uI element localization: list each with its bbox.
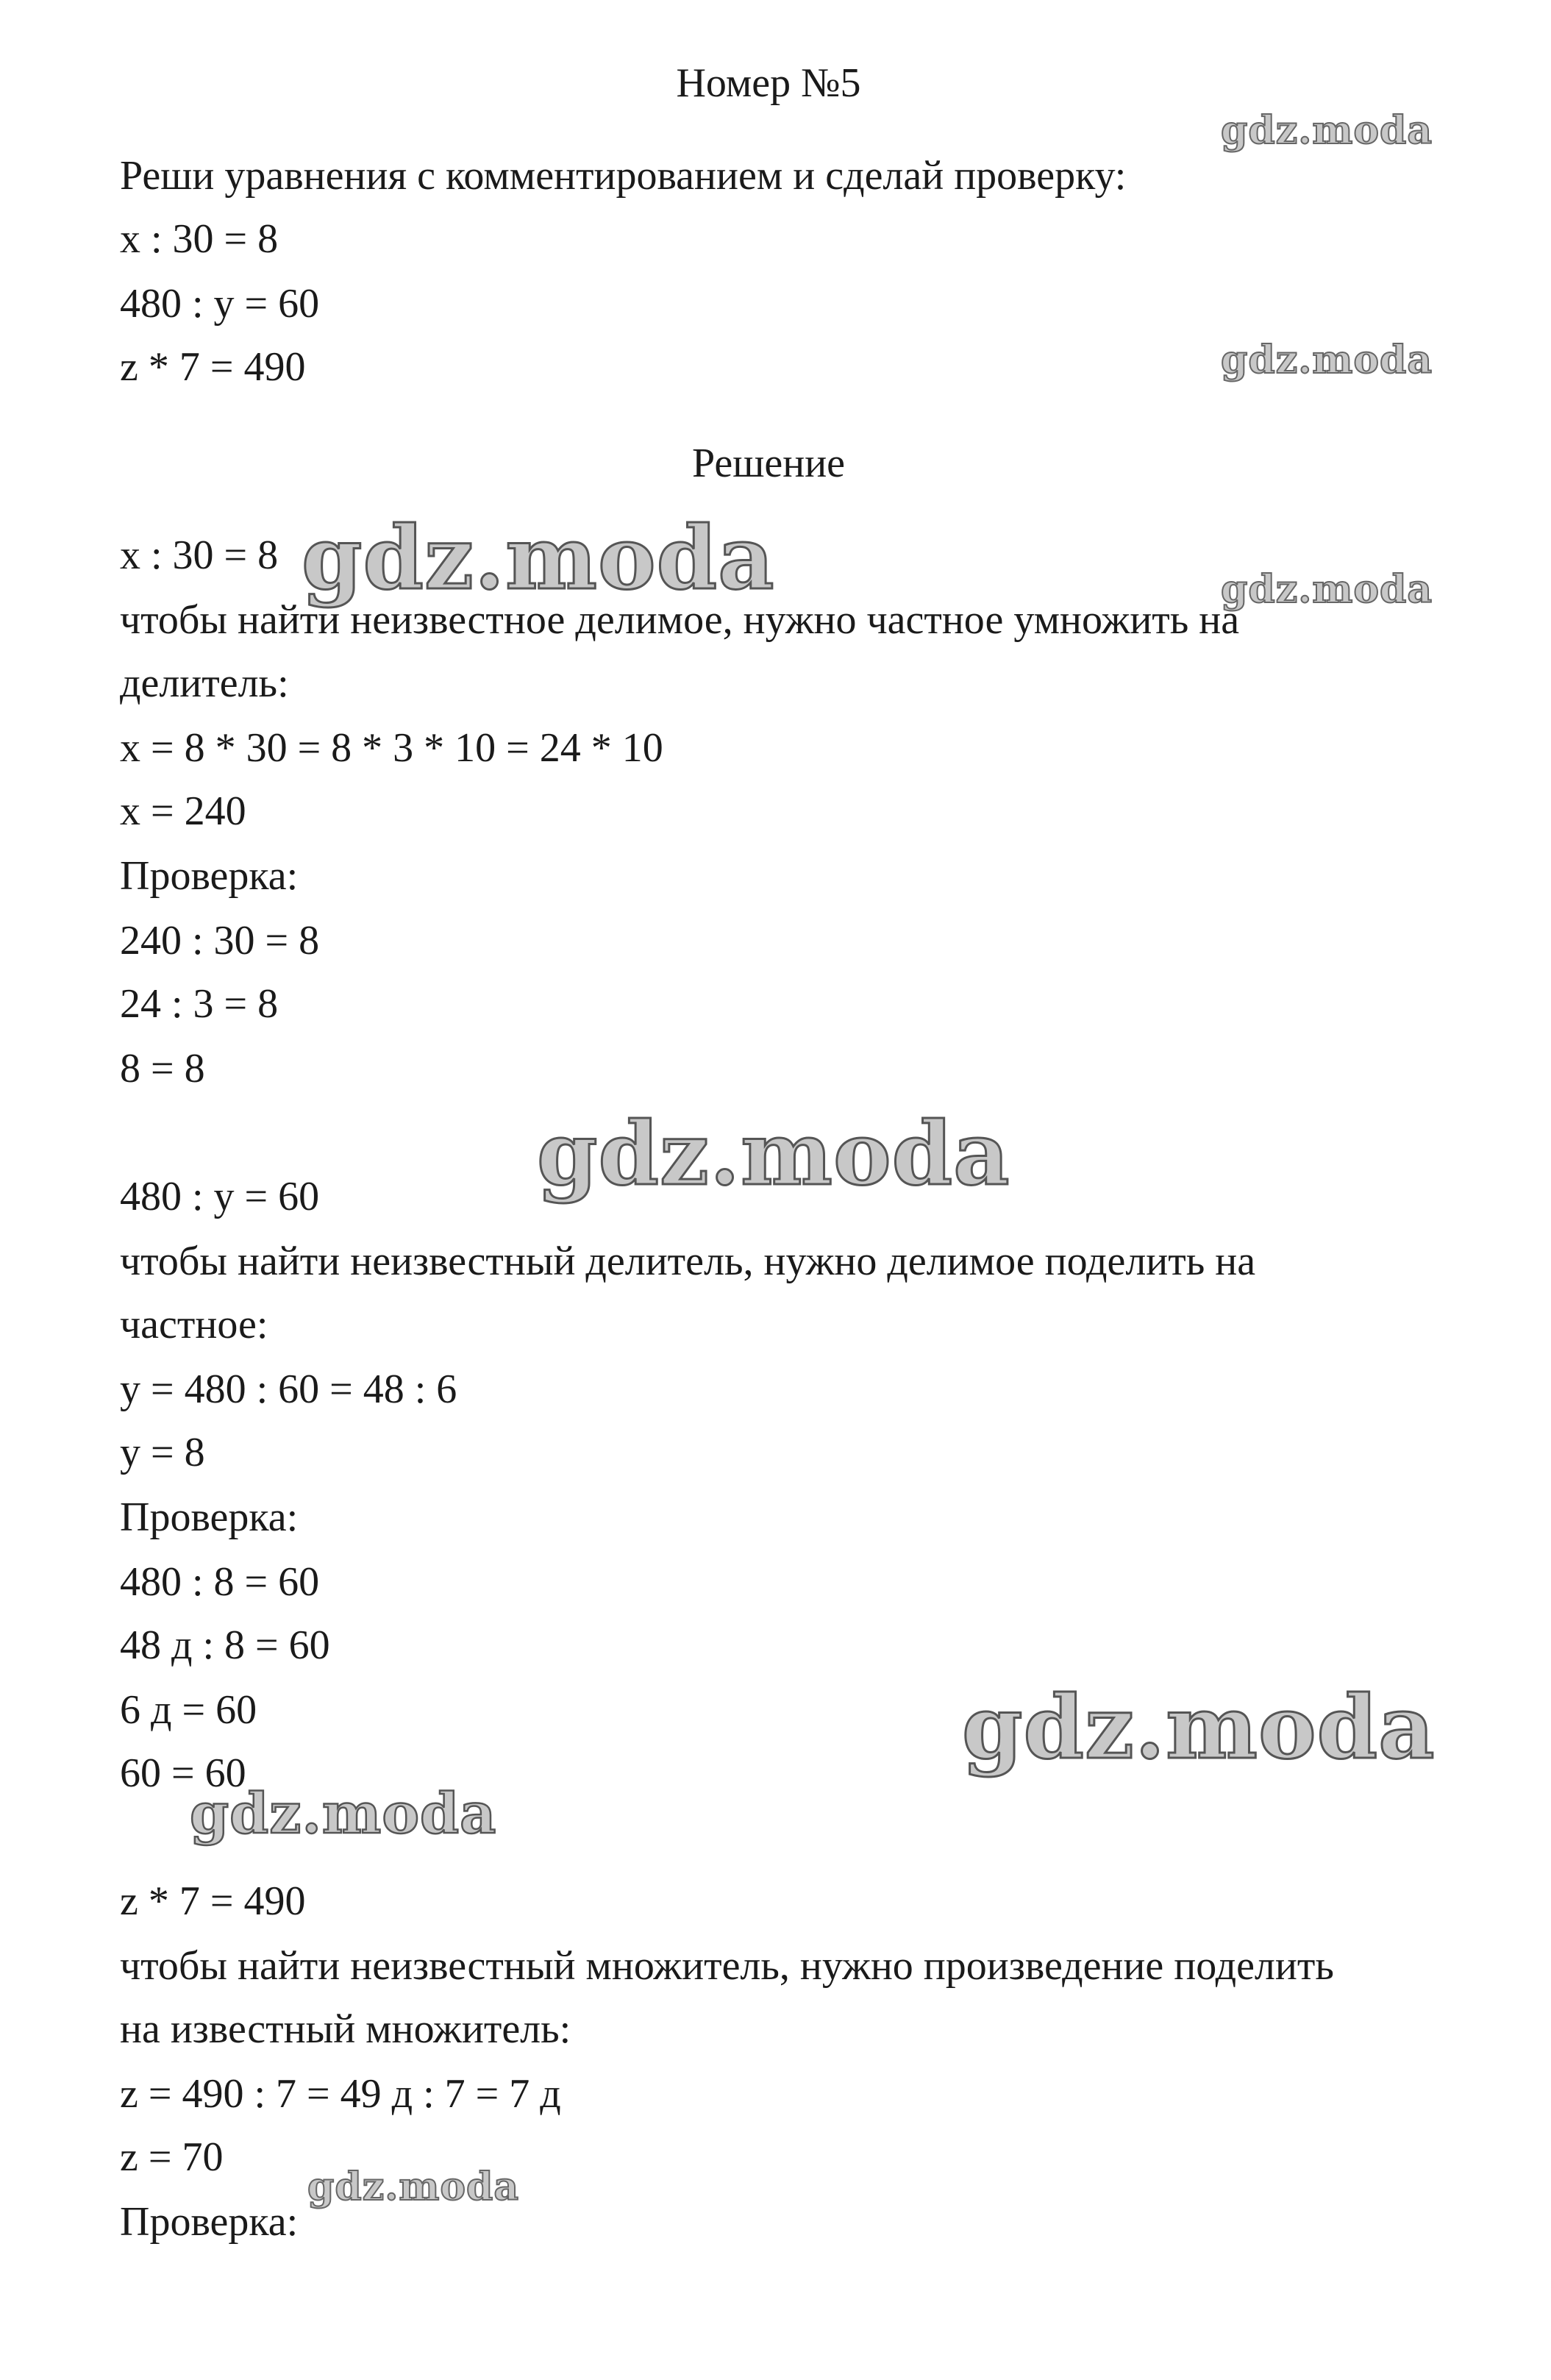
part1-step2: x = 240	[120, 788, 246, 834]
watermark: gdz.moda	[302, 507, 775, 609]
watermark: gdz.moda	[190, 1781, 497, 1846]
part1-check3: 8 = 8	[120, 1046, 205, 1091]
part3-rule-line2: на известный множитель:	[120, 2006, 571, 2052]
equation-2: 480 : y = 60	[120, 281, 320, 327]
part1-step1: x = 8 * 30 = 8 * 3 * 10 = 24 * 10	[120, 725, 663, 771]
part3-step1: z = 490 : 7 = 49 д : 7 = 7 д	[120, 2071, 561, 2117]
part2-rule-line1: чтобы найти неизвестный делитель, нужно делимое поделить на	[120, 1239, 1256, 1284]
watermark: gdz.moda	[962, 1676, 1436, 1778]
part1-equation: x : 30 = 8	[120, 532, 279, 578]
watermark: gdz.moda	[537, 1102, 1010, 1205]
solution-heading: Решение	[691, 441, 846, 486]
part2-equation: 480 : y = 60	[120, 1174, 320, 1219]
part2-check-label: Проверка:	[120, 1494, 299, 1540]
part1-rule-line1: чтобы найти неизвестное делимое, нужно частное умножить на	[120, 597, 1240, 643]
watermark: gdz.moda	[1221, 567, 1433, 612]
part2-rule-line2: частное:	[120, 1302, 268, 1347]
watermark: gdz.moda	[1221, 338, 1433, 382]
part3-step2: z = 70	[120, 2134, 224, 2180]
part1-check-label: Проверка:	[120, 853, 299, 899]
part1-rule-line2: делитель:	[120, 660, 289, 706]
part2-check3: 6 д = 60	[120, 1687, 257, 1733]
part1-check1: 240 : 30 = 8	[120, 918, 320, 963]
part3-check-label: Проверка:	[120, 2199, 299, 2245]
watermark: gdz.moda	[1221, 108, 1433, 153]
part2-step1: y = 480 : 60 = 48 : 6	[120, 1367, 457, 1412]
page-title: Номер №5	[676, 60, 861, 106]
part3-equation: z * 7 = 490	[120, 1878, 306, 1924]
watermark: gdz.moda	[307, 2165, 520, 2209]
part2-check2: 48 д : 8 = 60	[120, 1622, 330, 1668]
part3-rule-line1: чтобы найти неизвестный множитель, нужно произведение поделить	[120, 1943, 1334, 1989]
task-text: Реши уравнения с комментированием и сделай проверку:	[120, 153, 1127, 199]
part2-check4: 60 = 60	[120, 1750, 246, 1796]
part1-check2: 24 : 3 = 8	[120, 981, 279, 1027]
part2-step2: y = 8	[120, 1430, 205, 1475]
equation-3: z * 7 = 490	[120, 344, 306, 390]
part2-check1: 480 : 8 = 60	[120, 1559, 320, 1605]
equation-1: x : 30 = 8	[120, 216, 279, 262]
